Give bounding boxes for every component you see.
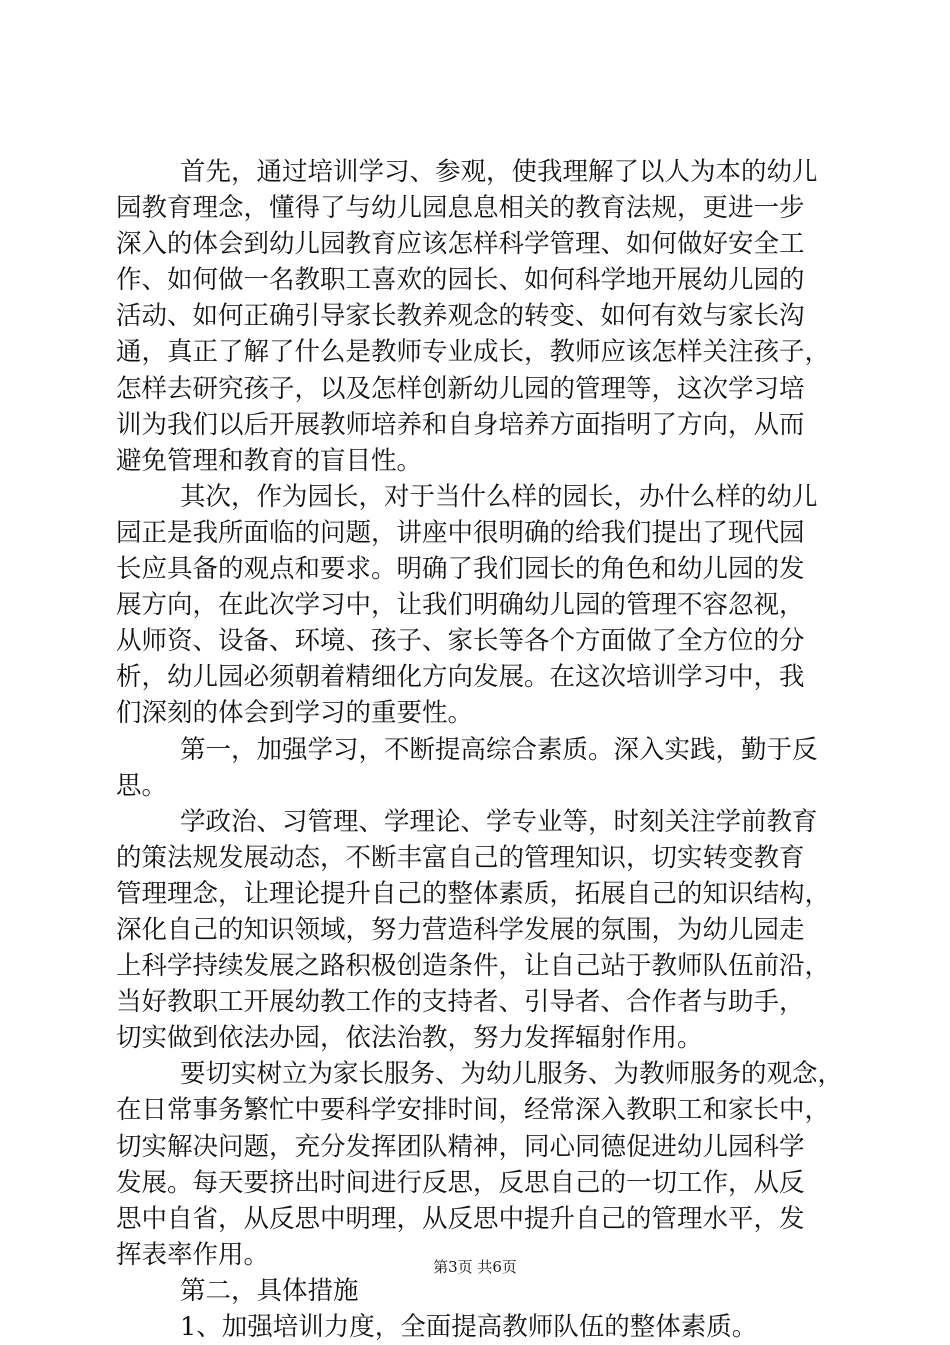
text-line: 当好教职工开展幼教工作的支持者、引导者、合作者与助手，	[116, 987, 805, 1018]
paragraph-4	[116, 804, 836, 1057]
text-line: 切实解决问题，充分发挥团队精神，同心同德促进幼儿园科学	[116, 1131, 805, 1162]
text-line: 思。	[116, 770, 168, 801]
text-line: 第二，具体措施	[180, 1275, 359, 1306]
text-line: 长应具备的观点和要求。明确了我们园长的角色和幼儿园的发	[116, 554, 805, 585]
paragraph-6	[116, 1273, 836, 1309]
text-line: 管理理念，让理论提升自己的整体素质，拓展自己的知识结构，	[116, 878, 831, 909]
text-line: 思中自省，从反思中明理，从反思中提升自己的管理水平，发	[116, 1203, 805, 1234]
document-body	[116, 154, 844, 1345]
text-line: 通，真正了解了什么是教师专业成长，教师应该怎样关注孩子，	[116, 337, 831, 368]
text-line: 园教育理念，懂得了与幼儿园息息相关的教育法规，更进一步	[116, 193, 805, 224]
paragraph-5	[116, 1056, 844, 1273]
page-number: 第3页 共6页	[433, 1258, 517, 1276]
text-line: 在日常事务繁忙中要科学安排时间，经常深入教职工和家长中，	[116, 1095, 831, 1126]
text-line: 展方向，在此次学习中，让我们明确幼儿园的管理不容忽视，	[116, 590, 805, 621]
text-line: 园正是我所面临的问题，讲座中很明确的给我们提出了现代园	[116, 517, 805, 548]
text-line: 活动、如何正确引导家长教养观念的转变、如何有效与家长沟	[116, 301, 805, 332]
text-line: 避免管理和教育的盲目性。	[116, 445, 423, 476]
text-line: 从师资、设备、环境、孩子、家长等各个方面做了全方位的分	[116, 626, 805, 657]
text-line: 挥表率作用。	[116, 1239, 270, 1270]
text-line: 深化自己的知识领域，努力营造科学发展的氛围，为幼儿园走	[116, 914, 805, 945]
text-line: 发展。每天要挤出时间进行反思，反思自己的一切工作，从反	[116, 1167, 805, 1198]
text-line: 训为我们以后开展教师培养和自身培养方面指明了方向，从而	[116, 409, 805, 440]
text-line: 们深刻的体会到学习的重要性。	[116, 698, 474, 729]
text-line: 学政治、习管理、学理论、学专业等，时刻关注学前教育	[180, 806, 818, 837]
text-line: 第一，加强学习，不断提高综合素质。深入实践，勤于反	[180, 734, 818, 765]
text-line: 上科学持续发展之路积极创造条件，让自己站于教师队伍前沿，	[116, 951, 831, 982]
text-line: 1、加强培训力度，全面提高教师队伍的整体素质。	[180, 1312, 758, 1342]
text-line: 要切实树立为家长服务、为幼儿服务、为教师服务的观念，	[180, 1059, 844, 1090]
text-line: 析，幼儿园必须朝着精细化方向发展。在这次培训学习中，我	[116, 662, 805, 693]
paragraph-7	[116, 1309, 836, 1345]
paragraph-2	[116, 479, 836, 732]
text-line: 深入的体会到幼儿园教育应该怎样科学管理、如何做好安全工	[116, 229, 805, 260]
text-line: 首先，通过培训学习、参观，使我理解了以人为本的幼儿	[180, 157, 818, 187]
paragraph-3	[116, 732, 836, 804]
text-line: 怎样去研究孩子，以及怎样创新幼儿园的管理等，这次学习培	[116, 373, 805, 404]
text-line: 其次，作为园长，对于当什么样的园长，办什么样的幼儿	[180, 481, 818, 512]
text-line: 切实做到依法办园，依法治教，努力发挥辐射作用。	[116, 1023, 703, 1054]
text-line: 的策法规发展动态，不断丰富自己的管理知识，切实转变教育	[116, 842, 805, 873]
paragraph-1	[116, 154, 836, 479]
text-line: 作、如何做一名教职工喜欢的园长、如何科学地开展幼儿园的	[116, 265, 805, 296]
